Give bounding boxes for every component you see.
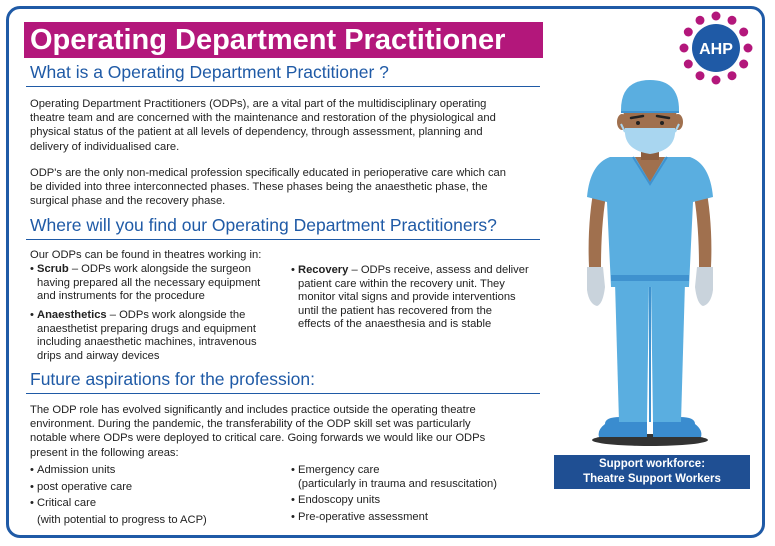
what-divider	[26, 86, 540, 87]
what-heading: What is a Operating Department Practitioner ?	[30, 62, 389, 82]
future-list-right: • Emergency care (particularly in trauma and resuscitation) • Endoscopy units • Pre-operative assessment	[291, 462, 497, 525]
support-workforce-box: Support workforce: Theatre Support Workers	[554, 455, 750, 489]
practitioner-illustration	[575, 72, 725, 452]
list-item-recovery: • Recovery – ODPs receive, assess and deliver patient care within the recovery unit. They monitor vital signs and provide interventions until the patient has recovered from the effects of the anaesthesia and is stable	[291, 264, 529, 331]
list-item: • Emergency care	[291, 464, 380, 476]
list-item: • Admission units	[30, 464, 116, 476]
what-paragraph-1: Operating Department Practitioners (ODPs), are a vital part of the multidisciplinary operating theatre team and are concerned with the maintenance and restoration of the physiological and physical status of the patient at all levels of dependency, through assessment, planning and delivery of individualised care.	[30, 98, 496, 153]
list-item: • Critical care	[30, 497, 97, 509]
ahp-badge-text: AHP	[699, 41, 733, 58]
where-intro: Our ODPs can be found in theatres working in:	[30, 249, 262, 261]
future-paragraph: The ODP role has evolved significantly and includes practice outside the operating theatre environment. During the pandemic, the transferability of the ODP skill set was particularly notable where ODPs were deployed to critical care. Going forwards we would like our ODPs present in the following areas:	[30, 404, 486, 459]
what-paragraph-2: ODP's are the only non-medical profession specifically educated in perioperative care which can be divided into three interconnected phases. These phases being the anaesthetic phase, the surgical phase and the recovery phase.	[30, 167, 506, 208]
future-heading: Future aspirations for the profession:	[30, 369, 316, 389]
list-item-anaesthetics: • Anaesthetics – ODPs work alongside the anaesthetist preparing drugs and equipment including anaesthetic machines, intravenous drips and airway devices	[30, 309, 257, 362]
list-item: • Endoscopy units	[291, 494, 381, 506]
where-heading: Where will you find our Operating Department Practitioners?	[30, 215, 497, 235]
list-item-scrub: • Scrub – ODPs work alongside the surgeon having prepared all the necessary equipment and instruments for the procedure	[30, 263, 261, 303]
where-divider	[26, 239, 540, 240]
list-item: • Pre-operative assessment	[291, 510, 428, 523]
future-list-left: • Admission units • post operative care • Critical care (with potential to progress to ACP)	[30, 464, 207, 526]
page-title: Operating Department Practitioner	[24, 22, 543, 58]
future-divider	[26, 393, 540, 394]
list-item: • post operative care	[30, 480, 133, 493]
